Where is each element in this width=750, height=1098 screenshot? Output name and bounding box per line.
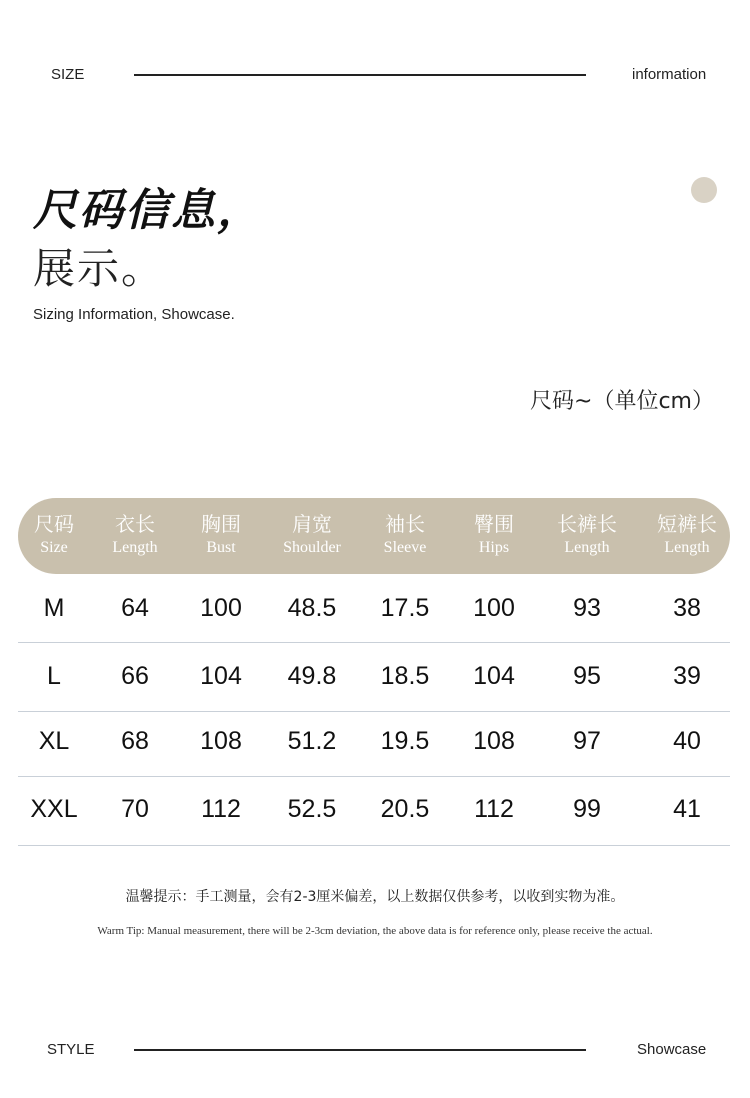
cell-length: 66 [121,662,149,690]
cell-length: 68 [121,727,149,755]
cell-shorts-length: 38 [673,594,701,622]
cell-trousers-length: 93 [573,594,601,622]
unit-label: 尺码~（单位cm） [530,389,714,414]
cell-size: M [43,594,65,622]
warm-tip-en: Warm Tip: Manual measurement, there will be 2-3cm deviation, the above data is for reference only, please receive the actual. [97,925,653,937]
warm-tip-zh: 温馨提示：手工测量，会有2-3厘米偏差，以上数据仅供参考，以收到实物为准。 [125,889,625,905]
cell-sleeve: 20.5 [380,795,430,823]
header-length [90,498,180,574]
header-shorts-length [642,498,732,574]
header-en: Size [40,539,68,556]
header-size [9,498,99,574]
header-zh: 尺码 [34,512,74,536]
header-en: Length [112,539,158,556]
cell-trousers-length: 95 [573,662,601,690]
cell-size: XL [38,727,70,755]
header-zh: 衣长 [115,512,155,536]
page-title: 尺码信息， [33,185,263,236]
header-en: Hips [478,539,510,556]
cell-hips: 108 [473,727,515,755]
cell-trousers-length: 97 [573,727,601,755]
cell-size: L [47,662,61,690]
page-subtitle: Sizing Information, Showcase. [33,306,235,323]
header-zh: 短裤长 [657,512,717,536]
cell-hips: 100 [473,594,515,622]
cell-bust: 112 [201,795,241,823]
page-title-line2: 展示。 [33,244,166,293]
header-zh: 胸围 [201,512,241,536]
cell-shoulder: 52.5 [287,795,337,823]
cell-length: 70 [121,795,149,823]
header-trousers-length [542,498,632,574]
header-zh: 肩宽 [292,512,332,536]
header-zh: 长裤长 [557,512,617,536]
cell-shorts-length: 41 [673,795,701,823]
cell-sleeve: 18.5 [380,662,430,690]
header-en: Sleeve [383,539,427,556]
cell-shorts-length: 39 [673,662,701,690]
cell-size: XXL [30,795,78,823]
header-en: Length [564,539,610,556]
bottom-label-style: STYLE [47,1041,95,1058]
header-sleeve [360,498,450,574]
bottom-label-showcase: Showcase [637,1041,707,1058]
cell-hips: 104 [473,662,515,690]
decorative-dot [691,177,717,203]
cell-hips: 112 [474,795,514,823]
cell-bust: 108 [200,727,242,755]
cell-bust: 100 [200,594,242,622]
cell-shorts-length: 40 [673,727,701,755]
header-zh: 袖长 [385,512,425,536]
header-shoulder [267,498,357,574]
row-divider [18,711,730,712]
row-divider [18,776,730,777]
header-en: Bust [206,539,236,556]
cell-shoulder: 48.5 [287,594,337,622]
header-hips [449,498,539,574]
header-en: Length [664,539,710,556]
cell-trousers-length: 99 [573,795,601,823]
cell-sleeve: 17.5 [380,594,430,622]
cell-bust: 104 [200,662,242,690]
cell-sleeve: 19.5 [380,727,430,755]
table-header [18,498,730,574]
header-zh: 臀围 [474,512,514,536]
cell-shoulder: 49.8 [287,662,337,690]
top-divider [134,74,586,76]
row-divider [18,642,730,643]
top-label-size: SIZE [51,66,85,83]
header-en: Shoulder [283,539,341,556]
top-label-information: information [632,66,707,83]
bottom-divider [134,1049,586,1051]
cell-length: 64 [121,594,149,622]
row-divider [18,845,730,846]
cell-shoulder: 51.2 [287,727,337,755]
header-bust [176,498,266,574]
